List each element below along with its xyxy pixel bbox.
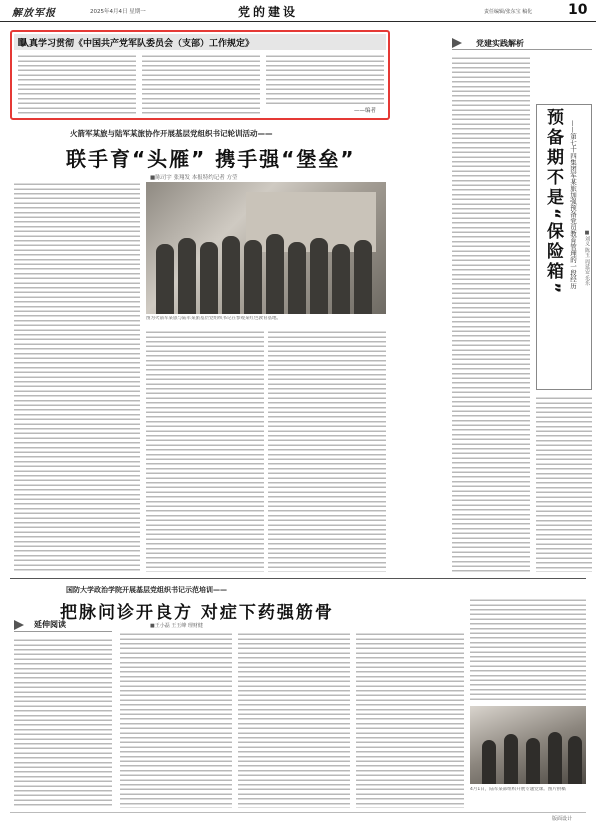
bottom-story-kicker: 国防大学政治学院开展基层党组织书记示范培训——	[66, 586, 227, 594]
photo-person	[310, 238, 328, 314]
photo-person	[266, 234, 284, 314]
feature-text-col-1	[18, 54, 136, 116]
feature-text-col-3	[266, 54, 384, 104]
section-title: 党的建设	[238, 5, 299, 19]
main-story-kicker: 火箭军某旅与陆军某旅协作开展基层党组织书记轮训活动——	[70, 129, 273, 138]
photo-person	[568, 736, 582, 784]
main-story-byline: ■陈司宇 张翔发 本报特约记者 方莹	[150, 175, 238, 181]
bottom-text-col-5	[470, 598, 586, 702]
commentary-author: ■刘义 陈玉 周延安 乐乐	[584, 230, 590, 286]
main-story-photo	[146, 182, 386, 314]
commentary-headline: 预备期不是“保险箱”	[543, 108, 563, 297]
main-text-col-1	[14, 182, 140, 572]
bottom-story-byline: ■王小磊 王玉峰 理财健	[150, 623, 203, 629]
photo-person	[178, 238, 196, 314]
photo-person	[548, 732, 562, 784]
photo-person	[200, 242, 218, 314]
bottom-photo-caption: 4月1日，陆军某部组织开展专题党课。图片供稿	[470, 787, 566, 792]
paper-name: 解放军报	[12, 8, 56, 19]
photo-person	[526, 738, 540, 784]
photo-person	[354, 240, 372, 314]
bottom-text-col-3	[238, 632, 350, 808]
masthead	[0, 0, 596, 22]
photo-person	[332, 244, 350, 314]
photo-person	[288, 242, 306, 314]
photo-person	[504, 734, 518, 784]
feature-end-mark: ——编者	[354, 108, 377, 114]
triangle-bullet-icon	[452, 38, 462, 48]
side-column-title: 延伸阅读	[34, 620, 66, 629]
right-text-col-2	[452, 296, 530, 572]
photo-person	[222, 236, 240, 314]
photo-person	[156, 244, 174, 314]
bottom-story-photo	[470, 706, 586, 784]
section-divider	[10, 578, 586, 579]
right-text-col-3	[536, 396, 592, 572]
photo-person	[482, 740, 496, 784]
bottom-text-col-4	[356, 632, 464, 808]
page-number: 10	[568, 2, 588, 18]
triangle-bullet-icon	[14, 620, 24, 630]
issue-date: 2025年4月4日 星期一	[90, 9, 146, 15]
feature-title: 认真学习贯彻《中国共产党军队委员会（支部）工作规定》	[20, 39, 255, 49]
right-column-title: 党建实践解析	[476, 39, 524, 48]
editors-credit: 责任编辑/张东宝 稿化	[484, 9, 533, 15]
main-photo-caption: 图为火箭军某旅与陆军某旅基层党组织书记在参观某红色教育基地。	[146, 316, 281, 321]
main-text-col-3	[268, 330, 386, 572]
footer-note: 版面设计	[552, 816, 573, 822]
main-text-col-2	[146, 330, 264, 572]
bottom-story-headline: 把脉问诊开良方 对症下药强筋骨	[60, 603, 334, 623]
photo-person	[244, 240, 262, 314]
footer-rule	[10, 812, 586, 813]
bottom-text-col-1	[14, 638, 112, 808]
bottom-text-col-2	[120, 632, 232, 808]
right-text-col-1	[452, 56, 530, 294]
commentary-subhead: ——第七十四集团军某旅加强预备党员教育管理的一段经历	[569, 120, 577, 289]
main-story-headline: 联手育“头雁” 携手强“堡垒”	[66, 147, 356, 171]
feature-text-col-2	[142, 54, 260, 116]
